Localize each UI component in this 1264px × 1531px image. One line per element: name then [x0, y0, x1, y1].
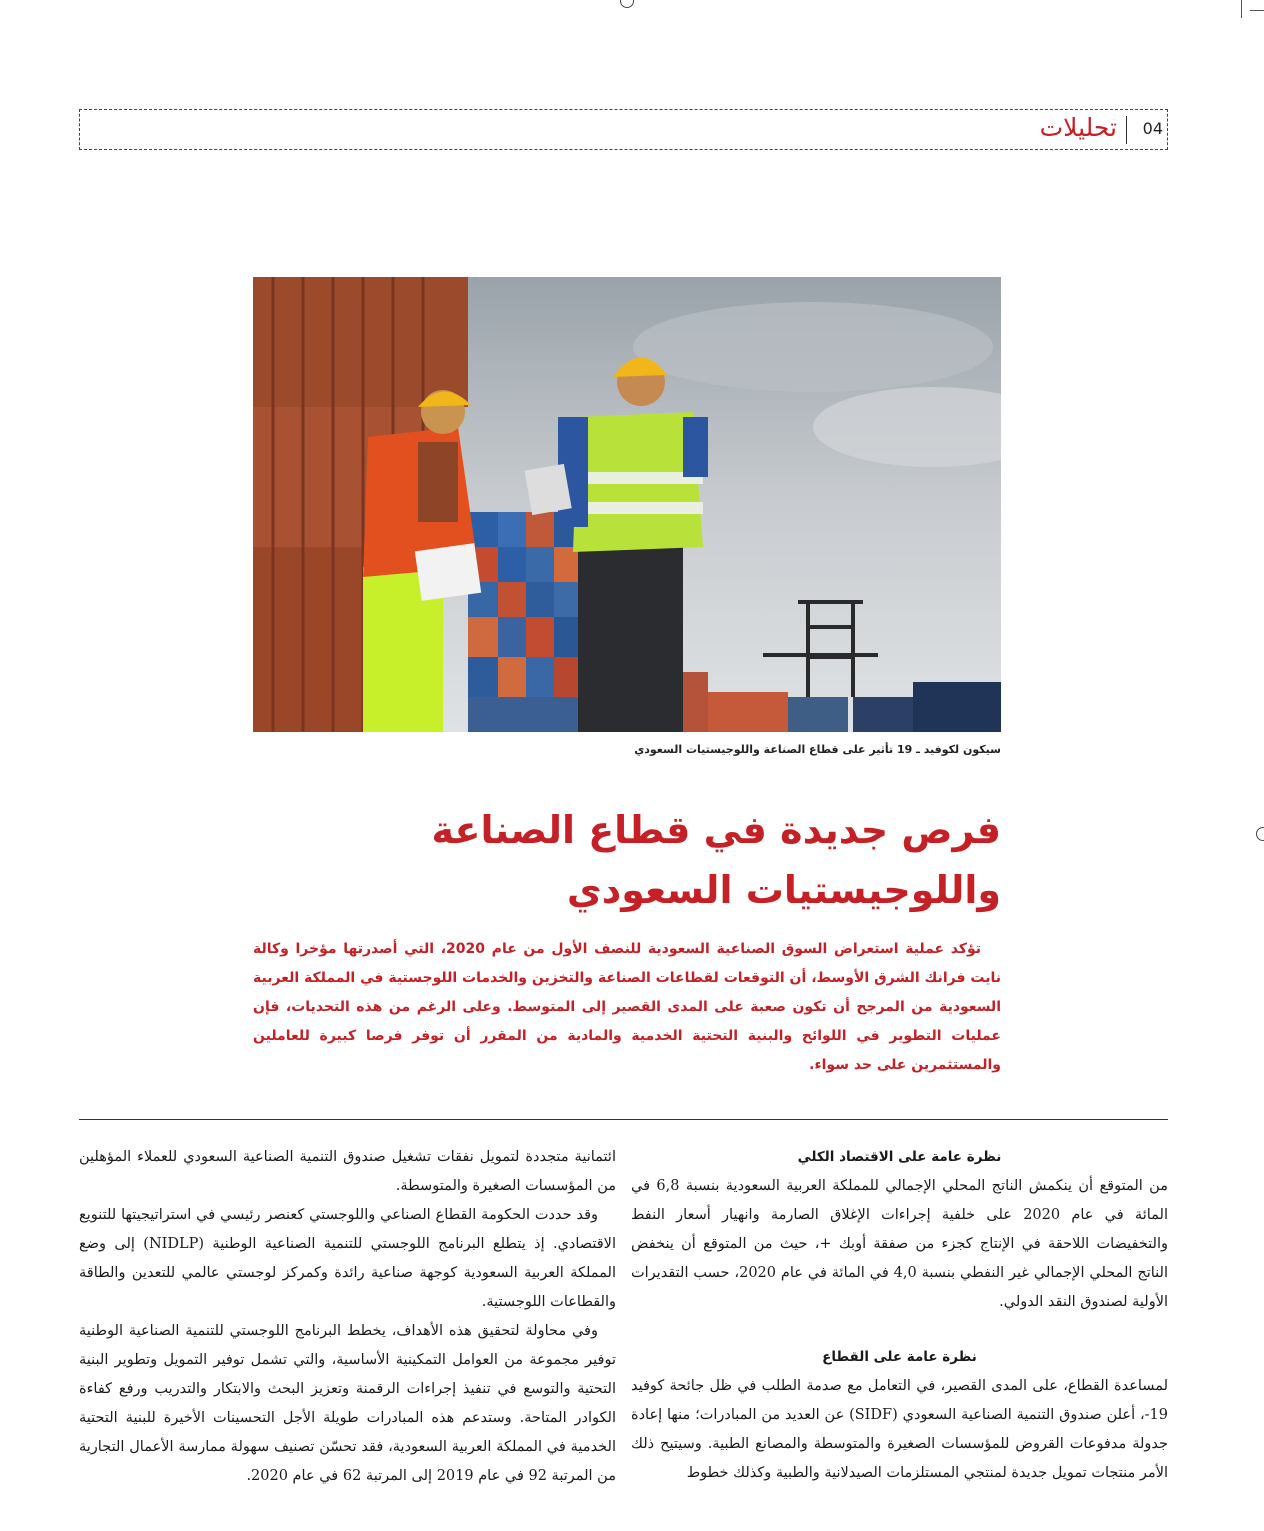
- page-number: 04: [1142, 119, 1163, 138]
- paragraph: وفي محاولة لتحقيق هذه الأهداف، يخطط البرنامج اللوجستي للتنمية الصناعية الوطنية توفير مجموعة من العوامل التمكينية الأساسية، والتي تشمل توفير التمويل وتطوير البنية التحتية والتوسع في تنفيذ إجراءات الرقمنة وتعزيز البحث والابتكار والتدريب ورفع كفاءة الكوادر المتاحة. وستدعم هذه المبادرات طويلة الأجل التحسينات الأخيرة للبنية التحتية الخدمية في المملكة العربية السعودية، فقد تحسّن تصنيف سهولة ممارسة الأعمال التجارية من المرتبة 92 في عام 2019 إلى المرتبة 62 في عام 2020.: [79, 1323, 616, 1484]
- article-photo: [253, 277, 1001, 732]
- section-title: تحليلات: [1039, 113, 1117, 142]
- registration-mark-icon: [1256, 827, 1264, 841]
- article-column-left: [79, 1143, 616, 1491]
- article-lead: تؤكد عملية استعراض السوق الصناعية السعودية للنصف الأول من عام 2020، التي أصدرتها مؤخرا وكالة نايت فرانك الشرق الأوسط، أن التوقعات لقطاعات الصناعة والتخزين والخدمات اللوجستية في المملكة العربية السعودية من المرجح أن تكون صعبة على المدى القصير إلى المتوسط. وعلى الرغم من هذه التحديات، فإن عمليات التطوير في اللوائح والبنية التحتية الخدمية والمادية من المقرر أن توفر فرصا كبيرة للعاملين والمستثمرين على حد سواء.: [253, 941, 1001, 1073]
- subheading-macro: نظرة عامة على الاقتصاد الكلي: [797, 1149, 1002, 1165]
- crop-mark: [1241, 0, 1242, 18]
- headline-line-2: واللوجيستيات السعودي: [566, 868, 1001, 912]
- paragraph: ائتمانية متجددة لتمويل نفقات تشغيل صندوق التنمية الصناعية السعودي للعملاء المؤهلين من المؤسسات الصغيرة والمتوسطة.: [79, 1149, 616, 1194]
- subheading-sector: نظرة عامة على القطاع: [822, 1349, 977, 1365]
- paragraph: وقد حددت الحكومة القطاع الصناعي واللوجستي كعنصر رئيسي في استراتيجيتها للتنويع الاقتصادي. إذ يتطلع البرنامج اللوجستي للتنمية الصناعية الوطنية (NIDLP) إلى وضع المملكة العربية السعودية كوجهة صناعية رائدة وكمركز لوجستي عالمي للتعدين والطاقة والقطاعات اللوجستية.: [79, 1207, 616, 1310]
- paragraph: لمساعدة القطاع، على المدى القصير، في التعامل مع صدمة الطلب في ظل جائحة كوفيد 19-، أعلن صندوق التنمية الصناعية السعودي (SIDF) عن العديد من المبادرات؛ منها إعادة جدولة مدفوعات القروض للمؤسسات الصغيرة والمتوسطة والمصانع الطبية. وسيتيح ذلك الأمر منتجات تمويل جديدة لمنتجي المستلزمات الصيدلانية والطبية وكذلك خطوط: [631, 1378, 1168, 1481]
- registration-mark-icon: [620, 0, 634, 8]
- headline-line-1: فرص جديدة في قطاع الصناعة: [431, 808, 1001, 852]
- article-column-right: [631, 1143, 1168, 1488]
- paragraph: من المتوقع أن ينكمش الناتج المحلي الإجمالي للمملكة العربية السعودية بنسبة 6,8 في المائة في عام 2020 على خلفية إجراءات الإغلاق الصارمة وانهيار أسعار النفط والتخفيضات اللاحقة في الإنتاج كجزء من صفقة أوبك +، حيث من المتوقع أن ينخفض الناتج المحلي الإجمالي غير النفطي بنسبة 4,0 في المائة في عام 2020، حسب التقديرات الأولية لصندوق النقد الدولي.: [631, 1178, 1168, 1310]
- page-header: [79, 109, 1168, 150]
- article-headline: [253, 800, 1001, 920]
- photo-caption: سيكون لكوفيد ـ 19 تأثير على قطاع الصناعة واللوجيستيات السعودي: [634, 743, 1001, 756]
- crop-mark: [1250, 10, 1264, 11]
- header-divider: [1126, 116, 1127, 144]
- section-divider: [79, 1119, 1168, 1120]
